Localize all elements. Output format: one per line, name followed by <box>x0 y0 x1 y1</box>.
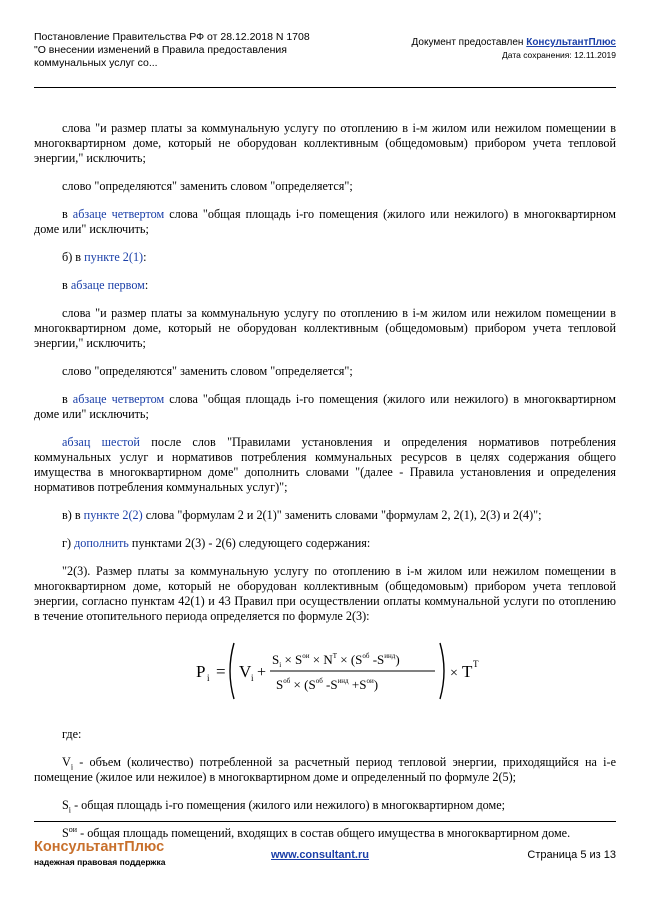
formula-t-sup: T <box>473 659 479 669</box>
formula-plus: + <box>257 664 267 681</box>
link-abzats-chetvertyy-2[interactable]: абзаце четвертом <box>72 392 165 406</box>
doc-title-line-2: "О внесении изменений в Правила предоставления <box>34 44 287 56</box>
formula-equals: = <box>216 662 226 681</box>
formula-t: T <box>462 662 473 681</box>
formula-p-sub: i <box>207 673 210 683</box>
doc-title-line-1: Постановление Правительства РФ от 28.12.2018 N 1708 <box>34 31 310 43</box>
paragraph: слова "и размер платы за коммунальную услугу по отоплению в i-м жилом или нежилом помещении в многоквартирном доме, который не оборудован коллективным (общедомовым) прибором учета тепловой энергии," исключить; <box>34 121 616 165</box>
document-body <box>34 121 616 854</box>
paragraph: слово "определяются" заменить словом "определяется"; <box>62 364 353 378</box>
paragraph: слова "и размер платы за коммунальную услугу по отоплению в i-м жилом или нежилом помещении в многоквартирном доме, который не оборудован коллективным (общедомовым) прибором учета тепловой энергии," исключить; <box>34 306 616 350</box>
paragraph-where: где: <box>62 727 82 741</box>
paragraph: б) в пункте 2(1): <box>62 250 147 264</box>
link-abzats-pervyy[interactable]: абзаце первом <box>70 278 145 292</box>
definition-soi: $S^{ои}$ - общая площадь помещений, входящих в состав общего имущества в многоквартирном доме. <box>62 824 571 840</box>
paragraph: в абзаце первом: <box>62 278 149 292</box>
link-abzats-shestoy[interactable]: абзац шестой <box>62 435 140 449</box>
saved-date: Дата сохранения: 12.11.2019 <box>502 50 616 60</box>
numerator-si: $S_i \times S^{ои} \times N^T \times (S^{об}$ $-S^{инд}$) <box>272 652 400 669</box>
footer-divider <box>34 821 616 822</box>
left-paren <box>230 643 234 699</box>
provider-header <box>412 37 616 61</box>
paragraph: слово "определяются" заменить словом "определяется"; <box>62 179 353 193</box>
paragraph: абзац шестой после слов "Правилами установления и определения нормативов потребления коммунальных услуг и нормативов потребления коммунальных ресурсов в целях содержания общего имущества в многоквартирном доме" дополнить словами "(далее - Правила установления и определения нормативов потребления коммунальных услуг)"; <box>34 435 616 494</box>
page-counter: Страница 5 из 13 <box>527 849 616 861</box>
header-divider <box>34 87 616 88</box>
provided-by-label: Документ предоставлен <box>411 37 524 48</box>
footer-site-link[interactable]: www.consultant.ru <box>271 849 369 861</box>
link-punkt-2-1[interactable]: пункте 2(1) <box>84 250 144 264</box>
definition-vi: $V_i$ - объем (количество) потребленной за расчетный период тепловой энергии, приходящийся на i-е помещение (жилое или нежилое) в многоквартирном доме и определенный по формуле 2(5); <box>34 755 616 784</box>
formula-times: × <box>450 666 458 681</box>
link-dopolnit[interactable]: дополнить <box>74 536 129 550</box>
document-title-header <box>34 31 354 70</box>
right-paren <box>440 643 444 699</box>
link-abzats-chetvertyy[interactable]: абзаце четвертом <box>72 207 165 221</box>
formula-p: P <box>196 662 206 681</box>
formula-image <box>194 637 484 707</box>
paragraph: в абзаце четвертом слова "общая площадь i-го помещения (жилого или нежилого) в многоквартирном доме или" исключить; <box>34 392 616 421</box>
footer-tagline: надежная правовая поддержка <box>34 857 166 867</box>
paragraph: в) в пункте 2(2) слова "формулам 2 и 2(1)" заменить словами "формулам 2, 2(1), 2(3) и 2(4)"; <box>62 508 542 522</box>
formula-v-sub: i <box>251 673 254 683</box>
provider-brand-link[interactable]: КонсультантПлюс <box>526 37 616 48</box>
paragraph: "2(3). Размер платы за коммунальную услугу по отоплению в i-м жилом или нежилом помещении в многоквартирном доме, который не оборудован коллективным (общедомовым) прибором учета тепловой энергии, согласно пунктам 42(1) и 43 Правил при осуществлении оплаты коммунальной услуги по отоплению в течение отопительного периода определяется по формуле 2(3): <box>34 564 616 623</box>
definition-si: $S_i$ - общая площадь i-го помещения (жилого или нежилого) в многоквартирном доме; <box>62 798 506 815</box>
formula-2-3 <box>34 637 616 709</box>
denominator: $S^{об} \times (S^{об}$ $-S^{инд} +S^{ои}$) <box>276 677 379 692</box>
paragraph: г) дополнить пунктами 2(3) - 2(6) следующего содержания: <box>62 536 371 550</box>
footer-brand-logo: КонсультантПлюс <box>34 839 165 855</box>
link-punkt-2-2[interactable]: пункте 2(2) <box>83 508 143 522</box>
paragraph: в абзаце четвертом слова "общая площадь i-го помещения (жилого или нежилого) в многоквартирном доме или" исключить; <box>34 207 616 236</box>
doc-title-line-3: коммунальных услуг со... <box>34 57 158 69</box>
formula-v: V <box>239 662 252 681</box>
